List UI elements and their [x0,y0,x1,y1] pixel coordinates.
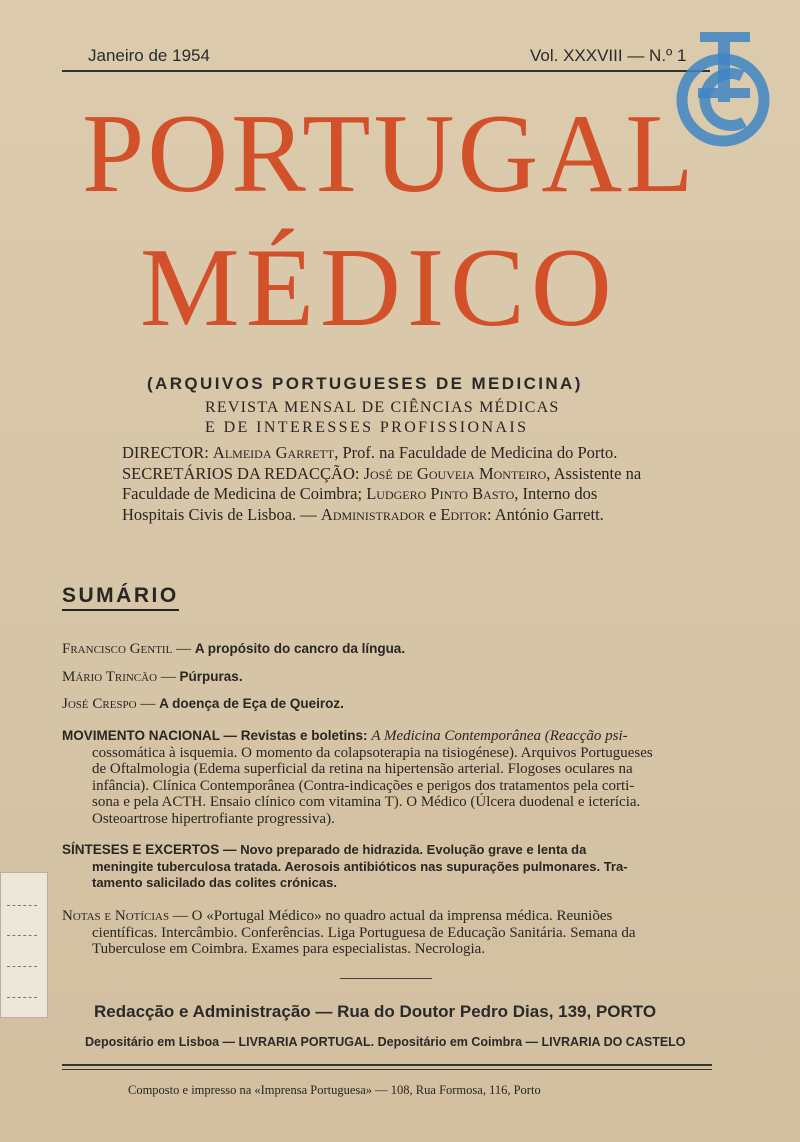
section-line: Tuberculose em Coimbra. Exames para especialistas. Necrologia. [92,941,486,957]
subtitle-interests: E DE INTERESSES PROFISSIONAIS [205,419,529,436]
footer-rule [62,1069,712,1070]
article-sep: — [157,669,180,685]
section-lead: Notas e Notícias [62,908,170,924]
section-line: infância). Clínica Contemporânea (Contra-indicações e perigos dos tratamentos pela corti- [92,777,635,794]
article-title: Púrpuras. [179,669,243,684]
subtitle-archives: (ARQUIVOS PORTUGUESES DE MEDICINA) [147,374,583,393]
director-desc: , Prof. na Faculdade de Medicina do Porto. [334,443,618,462]
section-line: Novo preparado de hidrazida. Evolução grave e lenta da [240,842,587,857]
title-line-1: PORTUGAL [82,92,697,216]
admin-label: Administrador [320,504,425,524]
section-line: — O «Portugal Médico» no quadro actual da imprensa médica. Reuniões [169,908,613,924]
section-line: cossomática à isquemia. O momento da colapsoterapia na tisiogénese). Arquivos Portugueses [92,744,653,761]
subtitle-monthly: REVISTA MENSAL DE CIÊNCIAS MÉDICAS [205,399,560,416]
director-label: DIRECTOR: [122,443,209,462]
title-line-2: MÉDICO [140,226,618,350]
divider [340,978,432,979]
article-sep: — [172,641,195,657]
secretary-1-name: José de Gouveia Monteiro [363,463,547,483]
editorial-staff [122,443,662,525]
section-line: científicas. Intercâmbio. Conferências. Liga Portuguesa de Educação Sanitária. Semana da [92,924,636,941]
secretaries-label: SECRETÁRIOS DA REDACÇÃO: [122,463,360,483]
secretary-2-desc: , Interno dos Hospitais Civis de Lisboa. — [122,484,598,524]
director-name: Almeida Garrett [212,443,335,462]
redaction-address: Redacção e Administração — Rua do Doutor Pedro Dias, 139, PORTO [94,1002,657,1021]
summary-heading: SUMÁRIO [62,584,179,611]
section-lead: MOVIMENTO NACIONAL — Revistas e boletins: [62,728,368,743]
section-line: sona e pela ACTH. Ensaio clínico com vitamina T). O Médico (Úlcera duodenal e icterícia. [92,794,641,810]
article-entry [62,641,405,658]
admin-name: António Garrett. [491,504,604,524]
article-entry [62,669,243,686]
depositaries: Depositário em Lisboa — LIVRARIA PORTUGAL. Depositário em Coimbra — LIVRARIA DO CASTELO [85,1035,686,1049]
article-author: José Crespo [62,696,137,712]
admin-and: e [424,504,441,524]
article-author: Mário Trincão [62,669,158,685]
section-line: A Medicina Contemporânea (Reacção psi- [371,728,628,744]
article-sep: — [136,696,160,712]
issue-date: Janeiro de 1954 [88,46,210,65]
article-author: Francisco Gentil [62,641,173,657]
section-lead: SÍNTESES E EXCERTOS — [62,842,237,857]
issue-volume: Vol. XXXVIII — N.º 1 [530,46,687,65]
section-notas [62,908,714,958]
section-sinteses [62,842,714,892]
article-title: A propósito do cancro da língua. [194,641,406,656]
section-line: meningite tuberculosa tratada. Aerosois antibióticos nas supurações pulmonares. Tra- [92,858,628,874]
section-line: de Oftalmologia (Edema superficial da retina na hipertensão arterial. Flogoses oculares na [92,761,633,777]
article-title: A doença de Eça de Queiroz. [159,696,344,711]
section-line: tamento salicilado das colites crónicas. [92,875,337,890]
footer-rule [62,1064,712,1066]
printer-imprint: Composto e impresso na «Imprensa Portuguesa» — 108, Rua Formosa, 116, Porto [128,1083,541,1097]
section-line: Osteoartrose hipertrofiante progressiva). [92,810,335,827]
secretary-1-desc: , Assistente na Faculdade de Medicina de Coimbra; [122,463,642,503]
editor-label: Editor: [440,504,492,524]
section-movimento-nacional [62,728,714,827]
article-entry [62,696,344,713]
secretary-2-name: Ludgero Pinto Basto [366,484,515,503]
library-label [0,872,48,1018]
header-rule [62,70,710,72]
